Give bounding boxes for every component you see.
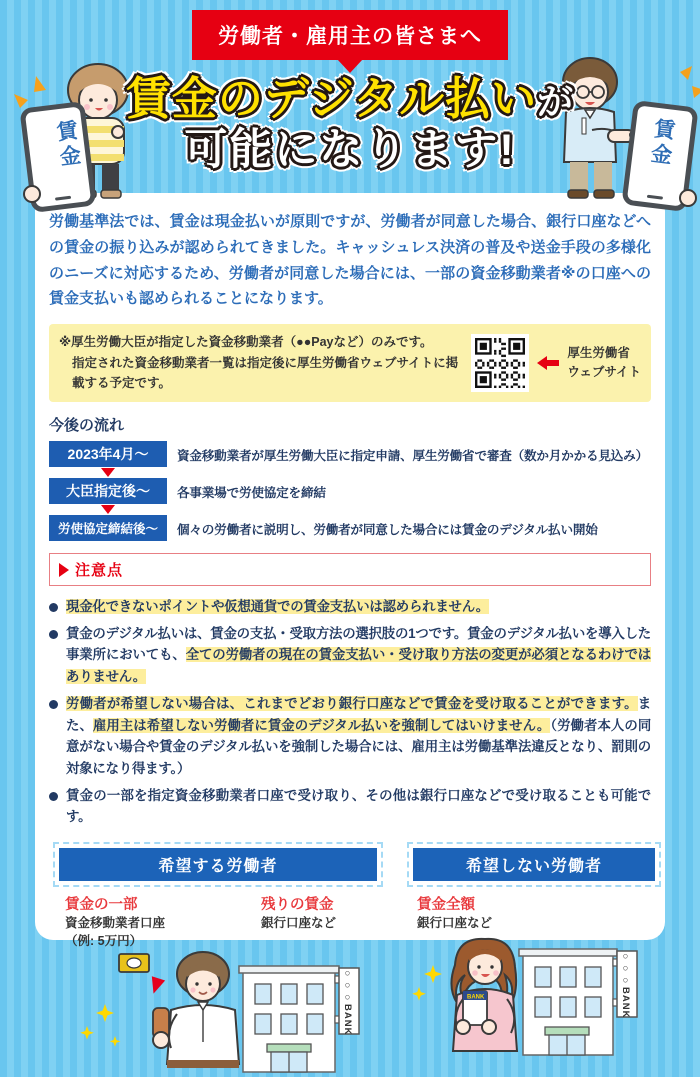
scenario-opt-out-header: 希望しない労働者: [413, 848, 655, 881]
flow-step-3-desc: 個々の労働者に説明し、労働者が同意した場合には賃金のデジタル払い開始: [177, 522, 598, 537]
bullet-icon: [49, 700, 58, 709]
caution-triangle-icon: [59, 563, 69, 577]
flow-step-2: [49, 478, 651, 504]
flow-arrow-down-icon: [49, 504, 167, 515]
note-text: [59, 332, 463, 394]
title-suffix: が: [537, 81, 575, 122]
caution-bullet-2: 賃金のデジタル払いは、賃金の支払・受取方法の選択肢の1つです。賃金のデジタル払いを導入した事業所においても、全ての労働者の現在の賃金支払い・受け取り方法の変更が必須となるわけではありません。: [49, 623, 651, 688]
flow-step-3: [49, 515, 651, 541]
scenario-opt-in-labels: [53, 895, 383, 950]
content-panel: [35, 193, 665, 1036]
main-title: [0, 72, 700, 176]
flow-step-1-desc: 資金移動業者が厚生労働大臣に指定申請、厚生労働省で審査（数か月かかる見込み）: [177, 448, 648, 463]
badge-tail: [337, 59, 363, 73]
note-box: [49, 324, 651, 402]
title-line2: 可能になります!: [184, 126, 516, 175]
scenario-opt-out-labels: [407, 895, 661, 933]
scenario-opt-out: [407, 842, 661, 1072]
qr-label: 厚生労働省 ウェブサイト: [567, 346, 641, 380]
bullet-icon: [49, 603, 58, 612]
opt-in-illustration: [53, 952, 383, 1072]
phone-screen-label-left: 賃金: [53, 118, 82, 172]
arrow-left-icon: [537, 356, 559, 370]
scenarios-section: [49, 842, 651, 1072]
flow-step-1-label: 2023年4月〜: [49, 441, 167, 467]
wage-rest-label: 残りの賃金 銀行口座など: [261, 897, 337, 931]
scenario-opt-out-header-box: [407, 842, 661, 887]
audience-badge: 労働者・雇用主の皆さまへ: [192, 10, 508, 60]
flow-step-2-desc: 各事業場で労使協定を締結: [177, 485, 326, 500]
wage-part-label: 賃金の一部 資金移動業者口座 （例: 5万円）: [65, 897, 166, 948]
flow-step-1: [49, 441, 651, 467]
flow-step-2-label: 大臣指定後〜: [49, 478, 167, 504]
bullet-icon: [49, 630, 58, 639]
flow-step-3-label: 労使協定締結後〜: [49, 515, 167, 541]
title-highlight: 賃金のデジタル払い: [125, 73, 538, 124]
note-line2: 指定された資金移動業者一覧は指定後に厚生労働省ウェブサイトに掲載する予定です。: [72, 355, 459, 391]
qr-code-icon: [471, 334, 529, 392]
caution-bullet-4: 賃金の一部を指定資金移動業者口座で受け取り、その他は銀行口座などで受け取ることも可能です。: [49, 785, 651, 828]
intro-paragraph: 労働基準法では、賃金は現金払いが原則ですが、労働者が同意した場合、銀行口座などへの賃金の振り込みが認められてきました。キャッシュレス決済の普及や送金手段の多様化のニーズに対応するため、労働者が同意した場合には、一部の資金移動業者※の口座への賃金支払いも認められることになります。: [49, 213, 651, 308]
wage-full-label: 賃金全額 銀行口座など: [417, 897, 493, 931]
caution-heading: 注意点: [75, 562, 124, 580]
opt-out-illustration: [407, 935, 661, 1055]
flow-heading: 今後の流れ: [49, 417, 125, 435]
bank-sign-text: ○○○BANK: [620, 950, 631, 1019]
caution-list: [49, 596, 651, 828]
scenario-opt-in: [53, 842, 383, 1072]
svg-text:BANK: BANK: [467, 994, 485, 1001]
badge-wrap: [0, 10, 700, 73]
scenario-opt-in-header: 希望する労働者: [59, 848, 377, 881]
title-line1: [0, 72, 700, 125]
bank-sign-text: ○○○BANK: [342, 968, 353, 1036]
caution-bullet-1: 現金化できないポイントや仮想通貨での賃金支払いは認められません。: [49, 596, 651, 618]
scenario-opt-in-header-box: [53, 842, 383, 887]
phone-screen-label-right: 賃金: [647, 116, 676, 170]
flow-arrow-down-icon: [49, 467, 167, 478]
caution-header-box: [49, 553, 651, 586]
bullet-icon: [49, 792, 58, 801]
note-line1: ※厚生労働大臣が指定した資金移動業者（●●Payなど）のみです。: [59, 335, 433, 350]
caution-bullet-3: 労働者が希望しない場合は、これまでどおり銀行口座などで賃金を受け取ることができます。また、雇用主は希望しない労働者に賃金のデジタル払いを強制してはいけません。（労働者本人の同意がない場合や賃金のデジタル払いを強制した場合には、雇用主は労働基準法違反となり、罰則の対象になり得ます。）: [49, 693, 651, 780]
